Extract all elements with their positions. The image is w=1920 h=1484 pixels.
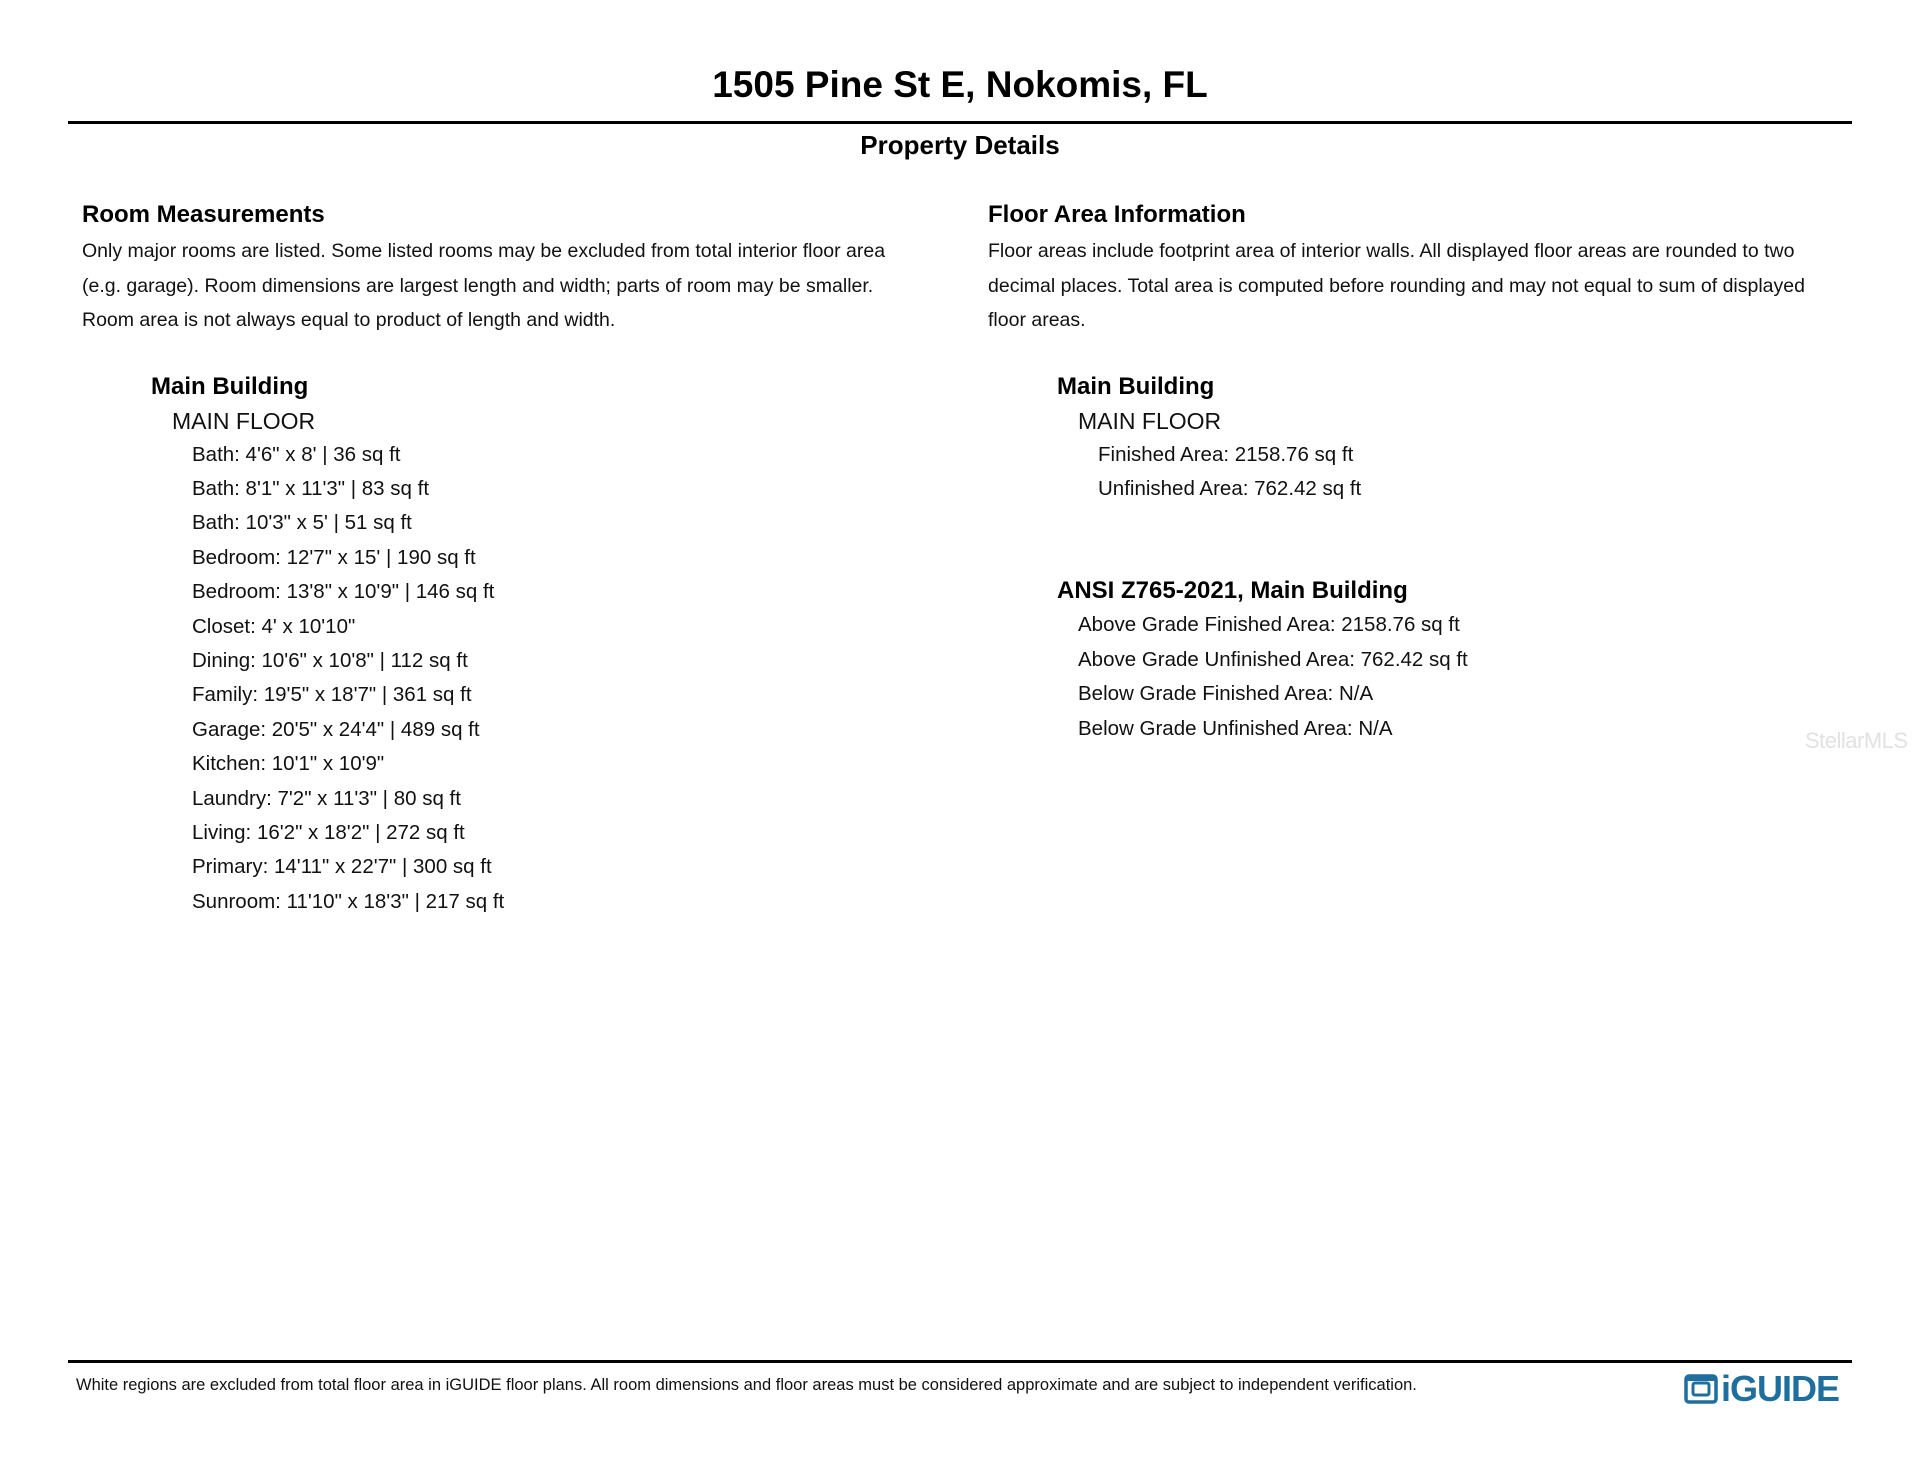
description-line: Room area is not always equal to product of length and width. <box>82 309 616 331</box>
ansi-row: Below Grade Unfinished Area: N/A <box>1078 716 1393 740</box>
room-list <box>192 438 962 920</box>
ansi-row: Above Grade Finished Area: 2158.76 sq ft <box>1078 613 1460 637</box>
room-row: Bedroom: 12'7" x 15' | 190 sq ft <box>192 545 476 569</box>
room-building-block <box>151 370 962 920</box>
room-measurements-heading: Room Measurements <box>82 201 325 228</box>
unfinished-area: Unfinished Area: 762.42 sq ft <box>1098 476 1362 500</box>
description-line: (e.g. garage). Room dimensions are largest length and width; parts of room may be smaller. <box>82 274 874 297</box>
building-title: Main Building <box>1057 372 1215 400</box>
page-subtitle: Property Details <box>860 130 1060 160</box>
iguide-camera-icon <box>1684 1372 1718 1406</box>
watermark: StellarMLS <box>1805 728 1908 753</box>
ansi-row: Below Grade Finished Area: N/A <box>1078 682 1374 706</box>
area-building-block <box>1057 370 1868 507</box>
description-line: decimal places. Total area is computed before rounding and may not equal to sum of displayed <box>988 274 1805 297</box>
room-row: Bath: 10'3" x 5' | 51 sq ft <box>192 511 412 535</box>
description-line: Floor areas include footprint area of interior walls. All displayed floor areas are rounded to two <box>988 240 1795 262</box>
footer-note: White regions are excluded from total floor area in iGUIDE floor plans. All room dimensions and floor areas must be considered approximate and are subject to independent verification. <box>76 1376 1417 1394</box>
room-row: Bath: 4'6" x 8' | 36 sq ft <box>192 442 401 466</box>
room-row: Bedroom: 13'8" x 10'9" | 146 sq ft <box>192 580 495 604</box>
room-row: Bath: 8'1" x 11'3" | 83 sq ft <box>192 476 430 500</box>
floor-name: MAIN FLOOR <box>172 407 316 434</box>
building-title: Main Building <box>151 372 309 400</box>
page-title: 1505 Pine St E, Nokomis, FL <box>712 64 1208 105</box>
description-line: floor areas. <box>988 309 1086 331</box>
room-row: Living: 16'2" x 18'2" | 272 sq ft <box>192 820 465 844</box>
room-row: Primary: 14'11" x 22'7" | 300 sq ft <box>192 855 492 879</box>
ansi-block <box>1057 574 1868 746</box>
ansi-list <box>1078 608 1868 746</box>
room-row: Dining: 10'6" x 10'8" | 112 sq ft <box>192 648 468 672</box>
floor-name: MAIN FLOOR <box>1078 407 1222 434</box>
room-measurements-section <box>82 198 962 919</box>
room-row: Sunroom: 11'10" x 18'3" | 217 sq ft <box>192 889 505 913</box>
floor-area-description <box>988 234 1868 338</box>
room-row: Laundry: 7'2" x 11'3" | 80 sq ft <box>192 786 461 810</box>
bottom-divider <box>68 1360 1852 1363</box>
room-row: Kitchen: 10'1" x 10'9" <box>192 752 385 776</box>
room-row: Family: 19'5" x 18'7" | 361 sq ft <box>192 683 472 707</box>
description-line: Only major rooms are listed. Some listed rooms may be excluded from total interior floor area <box>82 240 886 262</box>
floor-area-section <box>988 198 1868 746</box>
ansi-row: Above Grade Unfinished Area: 762.42 sq ft <box>1078 647 1468 671</box>
top-divider <box>68 121 1852 124</box>
logo-text: iGUIDE <box>1721 1368 1840 1409</box>
room-row: Garage: 20'5" x 24'4" | 489 sq ft <box>192 717 480 741</box>
room-row: Closet: 4' x 10'10" <box>192 614 356 638</box>
iguide-logo <box>1684 1368 1839 1410</box>
room-measurements-description <box>82 234 962 338</box>
floor-area-heading: Floor Area Information <box>988 201 1246 228</box>
ansi-heading: ANSI Z765-2021, Main Building <box>1057 577 1408 605</box>
area-list <box>1098 438 1868 507</box>
finished-area: Finished Area: 2158.76 sq ft <box>1098 442 1354 466</box>
